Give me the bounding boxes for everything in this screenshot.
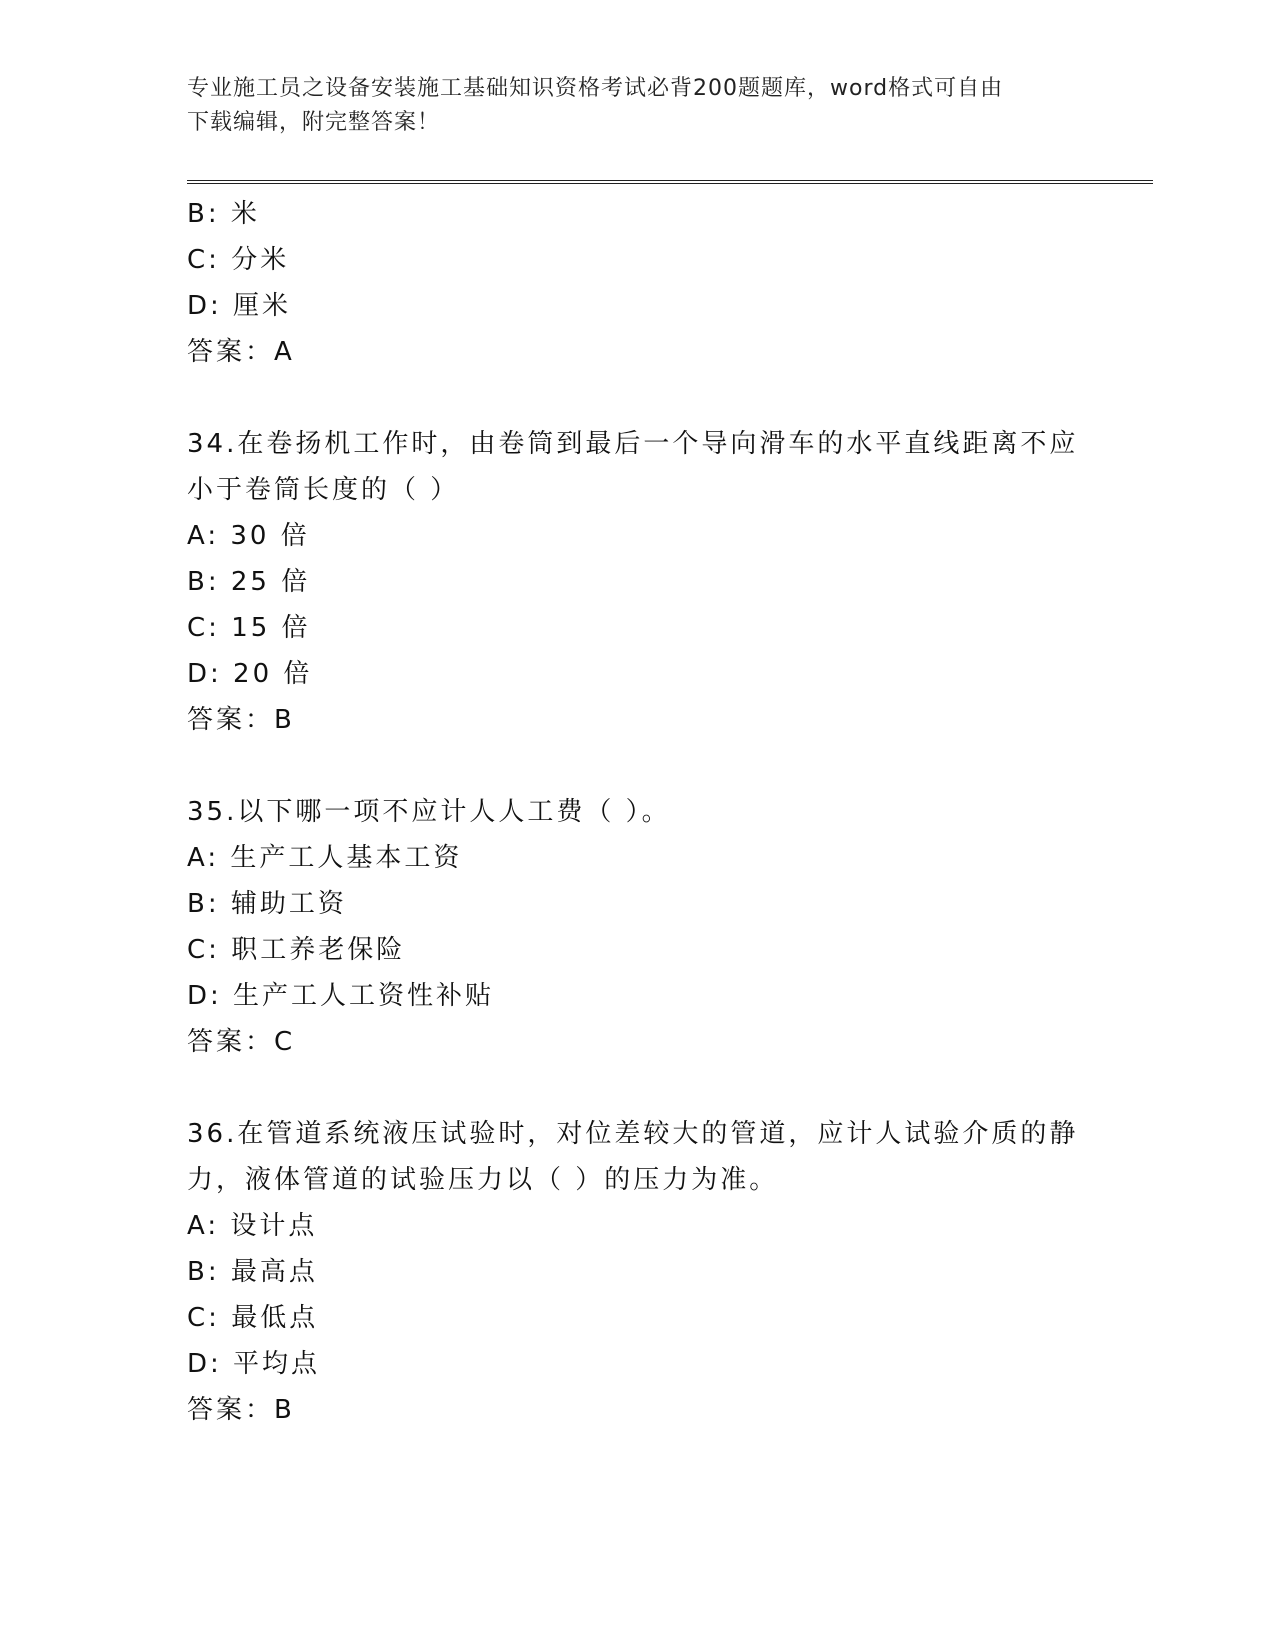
header-line-1: 专业施工员之设备安装施工基础知识资格考试必背200题题库，word格式可自由 bbox=[187, 76, 1004, 101]
option-letter: B: bbox=[187, 199, 220, 229]
option-letter: B: bbox=[187, 1257, 220, 1287]
option-text: 米 bbox=[230, 199, 260, 229]
option-text: 分米 bbox=[231, 245, 290, 275]
question-33-continuation bbox=[187, 191, 1087, 375]
option-text: 生产工人工资性补贴 bbox=[233, 981, 495, 1011]
option-letter: D: bbox=[187, 1349, 222, 1379]
answer-line: 答案：B bbox=[187, 705, 295, 735]
header-divider-top bbox=[187, 180, 1153, 181]
question-stem-line-1: 36.在管道系统液压试验时，对位差较大的管道，应计人试验介质的静 bbox=[187, 1119, 1079, 1149]
header-line-2: 下载编辑，附完整答案！ bbox=[187, 110, 441, 135]
option-text: 最高点 bbox=[230, 1257, 318, 1287]
option-text: 设计点 bbox=[230, 1211, 318, 1241]
option-d bbox=[187, 1341, 1087, 1387]
option-a bbox=[187, 835, 1087, 881]
option-b bbox=[187, 559, 1087, 605]
option-text: 25 倍 bbox=[230, 567, 311, 597]
question-stem-line-2: 小于卷筒长度的（ ） bbox=[187, 475, 460, 505]
option-b bbox=[187, 1249, 1087, 1295]
option-d bbox=[187, 973, 1087, 1019]
option-b bbox=[187, 191, 1087, 237]
option-text: 辅助工资 bbox=[230, 889, 347, 919]
option-letter: D: bbox=[187, 659, 222, 689]
question-stem-line-1: 35.以下哪一项不应计人人工费（ ）。 bbox=[187, 797, 671, 827]
option-b bbox=[187, 881, 1087, 927]
option-text: 职工养老保险 bbox=[231, 935, 406, 965]
option-letter: C: bbox=[187, 1303, 220, 1333]
question-35 bbox=[187, 789, 1087, 1065]
option-text: 平均点 bbox=[233, 1349, 321, 1379]
option-letter: B: bbox=[187, 889, 220, 919]
option-text: 15 倍 bbox=[231, 613, 311, 643]
option-letter: D: bbox=[187, 981, 222, 1011]
answer-line: 答案：B bbox=[187, 1395, 295, 1425]
option-text: 生产工人基本工资 bbox=[230, 843, 463, 873]
option-text: 厘米 bbox=[233, 291, 292, 321]
option-a bbox=[187, 513, 1087, 559]
option-letter: B: bbox=[187, 567, 220, 597]
option-letter: C: bbox=[187, 245, 220, 275]
option-letter: A: bbox=[187, 843, 220, 873]
option-c bbox=[187, 605, 1087, 651]
option-a bbox=[187, 1203, 1087, 1249]
option-c bbox=[187, 927, 1087, 973]
question-stem-line-2: 力，液体管道的试验压力以（ ）的压力为准。 bbox=[187, 1165, 779, 1195]
answer-line: 答案：A bbox=[187, 337, 295, 367]
header-divider-bottom bbox=[187, 183, 1153, 184]
document-header bbox=[187, 72, 1087, 140]
answer-line: 答案：C bbox=[187, 1027, 296, 1057]
option-d bbox=[187, 651, 1087, 697]
option-c bbox=[187, 237, 1087, 283]
option-letter: A: bbox=[187, 1211, 220, 1241]
question-36 bbox=[187, 1111, 1087, 1433]
option-text: 30 倍 bbox=[230, 521, 310, 551]
question-stem-line-1: 34.在卷扬机工作时，由卷筒到最后一个导向滑车的水平直线距离不应 bbox=[187, 429, 1079, 459]
option-d bbox=[187, 283, 1087, 329]
option-letter: C: bbox=[187, 935, 220, 965]
question-list bbox=[187, 191, 1087, 1433]
option-c bbox=[187, 1295, 1087, 1341]
question-34 bbox=[187, 421, 1087, 743]
option-text: 最低点 bbox=[231, 1303, 319, 1333]
option-letter: D: bbox=[187, 291, 222, 321]
option-letter: C: bbox=[187, 613, 220, 643]
option-letter: A: bbox=[187, 521, 220, 551]
option-text: 20 倍 bbox=[233, 659, 313, 689]
